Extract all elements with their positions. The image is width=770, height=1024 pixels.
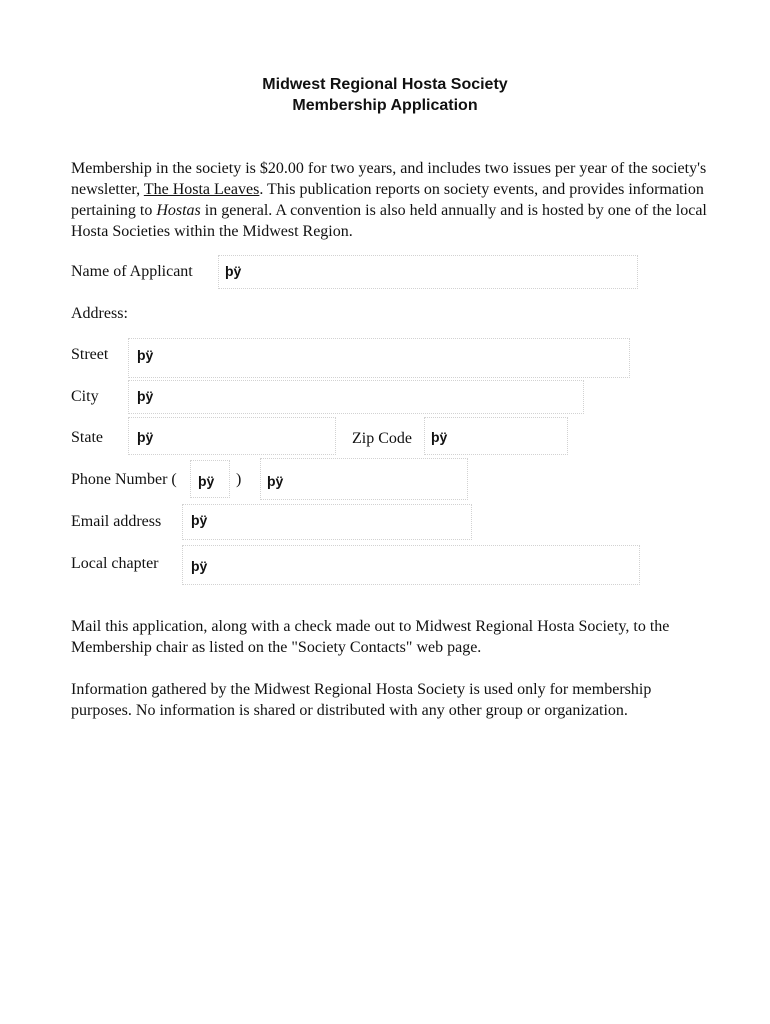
email-label: Email address — [71, 513, 162, 530]
hostas-term: Hostas — [156, 202, 201, 219]
zip-field[interactable] — [424, 417, 568, 455]
chapter-label: Local chapter — [71, 555, 159, 572]
state-field-value: þÿ — [137, 429, 154, 445]
street-label: Street — [71, 346, 109, 363]
chapter-field-value: þÿ — [191, 558, 208, 574]
form-subtitle: Membership Application — [292, 97, 478, 114]
city-field[interactable] — [128, 380, 584, 414]
zip-label: Zip Code — [352, 430, 412, 447]
intro-text-1: Membership in the society is $20.00 for two years, and includes two issues per year of the society's newsletter, — [71, 160, 707, 198]
intro-text-3: in general. A convention is also held annually and is hosted by one of the local Hosta Societies within the Midwest Region. — [71, 202, 707, 240]
name-field[interactable] — [218, 255, 638, 289]
area-code-field-value: þÿ — [198, 473, 215, 489]
city-field-value: þÿ — [137, 388, 154, 404]
name-label: Name of Applicant — [71, 263, 193, 280]
street-field[interactable] — [128, 338, 630, 378]
intro-paragraph — [71, 158, 711, 242]
area-code-field[interactable] — [190, 460, 230, 498]
city-label: City — [71, 388, 99, 405]
name-field-value: þÿ — [225, 263, 242, 279]
newsletter-title: The Hosta Leaves — [143, 181, 260, 198]
street-field-value: þÿ — [137, 347, 154, 363]
form-title: Midwest Regional Hosta Society — [262, 76, 508, 93]
intro-text-2: . This publication reports on society events, and provides information pertaining to — [71, 181, 704, 219]
email-field[interactable] — [182, 504, 472, 540]
chapter-field[interactable] — [182, 545, 640, 585]
phone-number-field-value: þÿ — [267, 473, 284, 489]
phone-close-paren: ) — [236, 471, 242, 488]
privacy-notice: Information gathered by the Midwest Regional Hosta Society is used only for membership purposes. No information is shared or distributed with any other group or organization. — [71, 681, 652, 719]
phone-number-field[interactable] — [260, 458, 468, 500]
phone-label: Phone Number ( — [71, 471, 177, 488]
email-field-value: þÿ — [191, 512, 208, 528]
zip-field-value: þÿ — [431, 429, 448, 445]
mail-instructions: Mail this application, along with a check made out to Midwest Regional Hosta Society, to the Membership chair as listed on the "Society Contacts" web page. — [71, 618, 670, 656]
state-field[interactable] — [128, 417, 336, 455]
state-label: State — [71, 429, 103, 446]
address-label: Address: — [71, 305, 128, 322]
